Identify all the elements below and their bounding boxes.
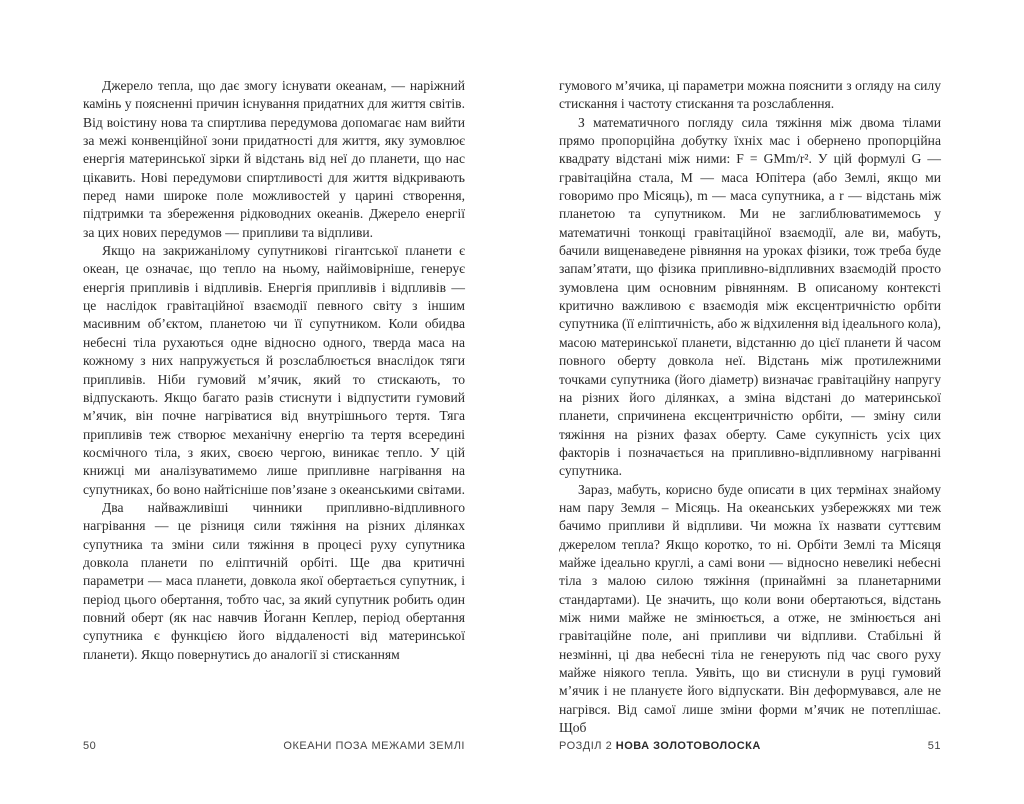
paragraph: Два найважливіші чинники припливно-відпливного нагрівання — це різниця сили тяжіння на різних ділянках супутника та зміни сили тяжіння в процесі руху супутника довкола планети по еліптичній орбіті. Ще два критичні параметри — маса планети, довкола якої обертається супутник, і період цього обертання, тобто час, за який супутник робить один повний оберт (як нас навчив Йоганн Кеплер, період обертання супутника є функцією його віддаленості від материнської планети). Якщо повернутись до аналогії зі стисканням: [83, 499, 465, 662]
paragraph: Зараз, мабуть, корисно буде описати в цих термінах знайому нам пару Земля – Місяць. На океанських узбережжях ми теж бачимо припливи й відпливи. Чи можна їх назвати суттєвим джерелом тепла? Якщо коротко, то ні. Орбіти Землі та Місяця майже ідеально круглі, а самі вони — відносно невеликі небесні тіла з малою силою тяжіння (принаймні за планетарними стандартами). Це значить, що коли вони обертаються, відстань між ними майже не змінюється, а отже, не змінюється ані гравітаційне поле, ані припливи чи відпливи. Стабільні й незмінні, ці два небесні тіла не генерують під час свого руху майже ніякого тепла. Уявіть, що ви стиснули в руці гумовий м’ячик і не плануєте його відпускати. Він деформувався, але не нагрівся. Від самої лише зміни форми м’ячик не потеплішає. Щоб: [559, 481, 941, 736]
paragraph-continuation: гумового м’ячика, ці параметри можна пояснити з огляду на силу стискання і частоту стискання та розслаблення.: [559, 78, 941, 112]
page-number: 51: [927, 740, 941, 752]
paragraph: Джерело тепла, що дає змогу існувати океанам, — наріжний камінь у поясненні причин існування придатних для життя світів. Від воістину нова та спиртлива передумова допомагає нам вийти за межі конвенційної зони придатності для життя, яку зумовлює енергія материнської зірки й відстань від неї до планети, що нас цікавить. Нові передумови спиртливості для життя відкривають перед нами широке поле можливостей у царині створення, підтримки та збереження рідководних океанів. Джерело енергії за цих нових передумов — припливи та відпливи.: [83, 78, 465, 240]
left-page-text: [83, 77, 465, 664]
chapter-label: РОЗДІЛ 2: [559, 740, 613, 752]
page-number: 50: [83, 740, 97, 752]
running-head-chapter: [559, 740, 761, 752]
right-page-footer: [559, 740, 941, 756]
right-page: [512, 0, 1024, 804]
paragraph: З математичного погляду сила тяжіння між двома тілами прямо пропорційна добутку їхніх мас і обернено пропорційна квадрату відстані між ними: F = GMm/r². У цій формулі G — гравітаційна стала, M — маса Юпітера (або Землі, якщо ми говоримо про Місяць), m — маса супутника, а r — відстань між планетою та супутником. Ми не заглиблюватимемось у математичні тонкощі гравітаційної взаємодії, але ви, мабуть, бачили вищенаведене рівняння на уроках фізики, тож треба буде запам’ятати, що фізика припливно-відпливних взаємодій просто зумовлена цим основним рівнянням. В описаному контексті критично важливою є взаємодія між ексцентричністю орбіти супутника (її еліптичність, або ж відхилення від ідеального кола), масою материнської планети, відстанню до цієї планети й часом повного оберту довкола неї. Відстань між протилежними точками супутника (його діаметр) визначає гравітаційну напругу на різних його ділянках, а зміна відстані до материнської планети, спричинена ексцентричністю орбіти, — зміну сили тяжіння на різних фазах оберту. Саме сукупність усіх цих факторів і позначається на припливно-відпливному нагріванні супутника.: [559, 114, 941, 479]
chapter-title: НОВА ЗОЛОТОВОЛОСКА: [615, 740, 761, 752]
paragraph: Якщо на закрижанілому супутникові гігантської планети є океан, це означає, що тепло на ньому, найімовірніше, генерує енергія припливів і відпливів. Енергія припливів і відпливів — це наслідок гравітаційної взаємодії певного світу з іншим масивним об’єктом, планетою чи її супутником. Коли обидва небесні тіла рухаються одне відносно одного, тверда маса на кожному з них напружується й розслаблюється внаслідок тяги припливів. Ніби гумовий м’ячик, який то стискають, то відпускають. Якщо багато разів стиснути і відпустити гумовий м’ячик, він почне нагріватися від внутрішнього тертя. Тяга припливів теж створює механічну енергію та тертя всередині космічного тіла, з яких, своєю чергою, виникає тепло. У цій книжці ми аналізуватимемо лише припливне нагрівання на супутниках, бо воно найтісніше пов’язане з океанськими світами.: [83, 243, 465, 497]
running-head-book-title: ОКЕАНИ ПОЗА МЕЖАМИ ЗЕМЛІ: [283, 740, 465, 752]
right-page-text: [559, 77, 941, 737]
left-page-footer: [83, 740, 465, 756]
